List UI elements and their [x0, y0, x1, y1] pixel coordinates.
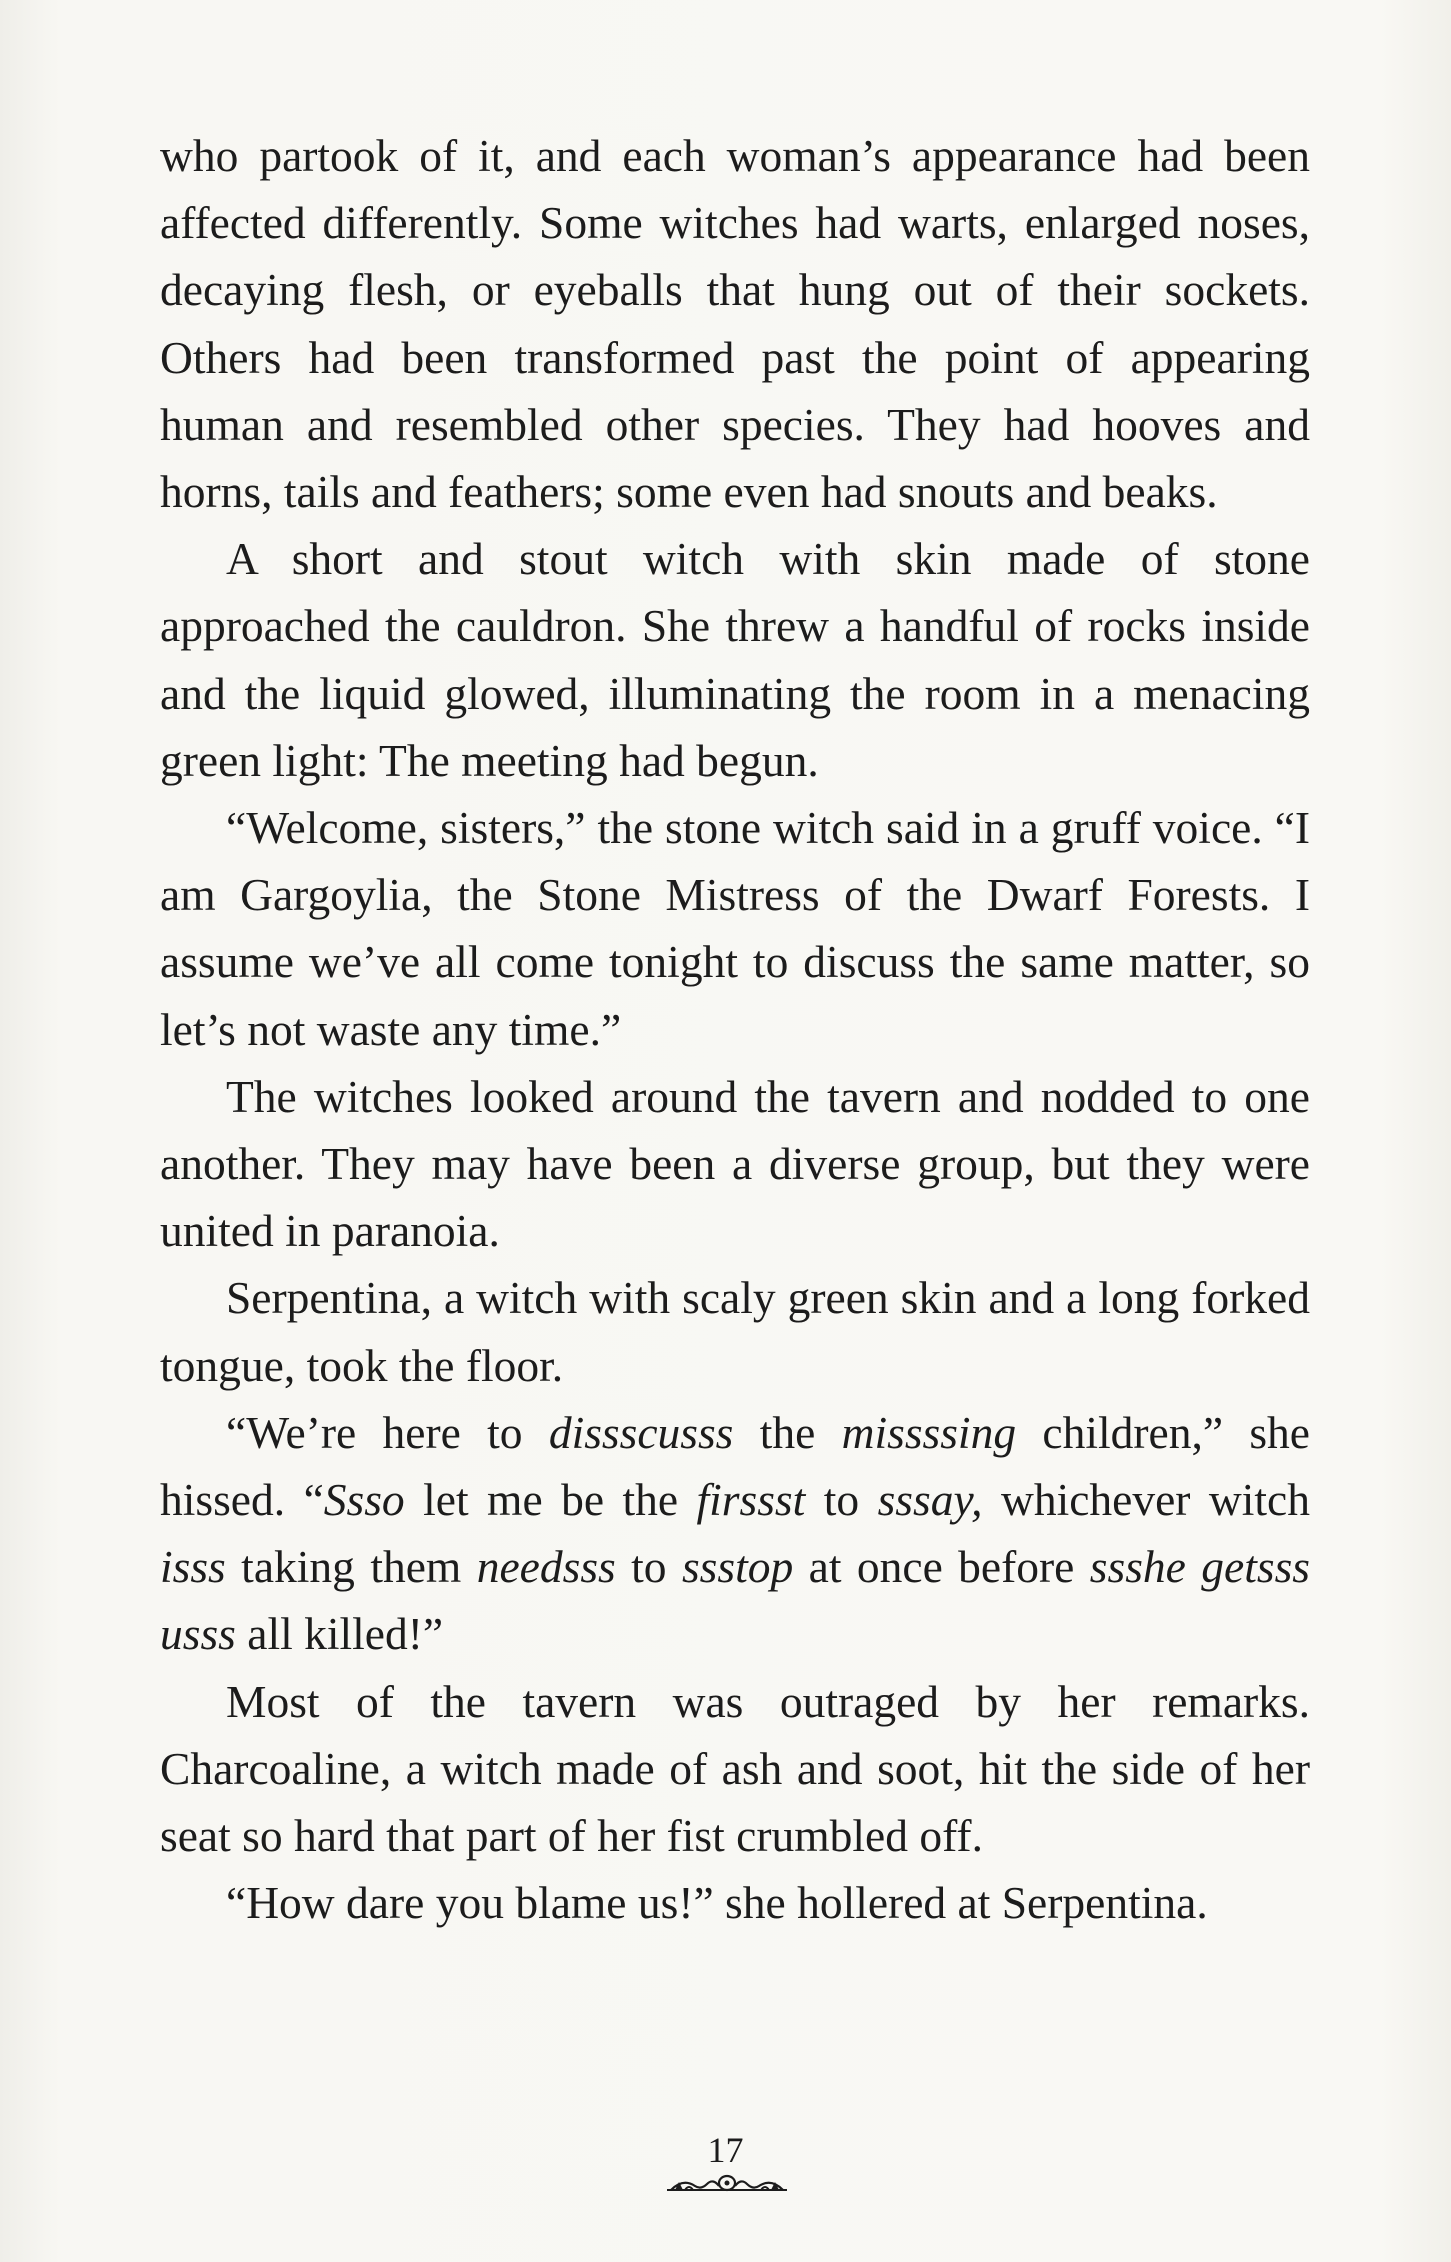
paragraph: [160, 122, 1310, 525]
italic-text-run: sssay,: [877, 1474, 983, 1526]
text-run: whichever witch: [982, 1474, 1310, 1526]
text-run: who partook of it, and each woman’s appearance had been affected differently. Some witches had warts, enlarged noses, decaying flesh, or eyeballs that hung out of their sockets. Others had been transformed past the point of appearing human and resembled other species. They had hooves and horns, tails and feathers; some even had snouts and beaks.: [160, 130, 1310, 518]
paragraph: [160, 1869, 1310, 1936]
italic-text-run: needsss: [476, 1541, 616, 1593]
text-run: the: [733, 1406, 842, 1458]
text-run: The witches looked around the tavern and nodded to one another. They may have been a diverse group, but they were united in paranoia.: [160, 1070, 1310, 1257]
paragraph: [160, 1399, 1310, 1668]
text-run: A short and stout witch with skin made of stone approached the cauldron. She threw a handful of rocks inside and the liquid glowed, illuminating the room in a menacing green light: The meeting had begun.: [160, 533, 1310, 786]
text-run: Serpentina, a witch with scaly green skin and a long forked tongue, took the floor.: [160, 1272, 1310, 1391]
text-run: “We’re here to: [226, 1406, 549, 1458]
text-run: to: [615, 1541, 682, 1593]
italic-text-run: ssstop: [681, 1541, 794, 1593]
text-run: children,” she hissed. “: [160, 1406, 1310, 1526]
text-run: at once before: [793, 1541, 1090, 1593]
text-run: to: [805, 1474, 878, 1526]
paragraph: [160, 1264, 1310, 1398]
text-run: taking them: [225, 1541, 477, 1593]
text-run: all killed!”: [235, 1608, 444, 1660]
paragraph: [160, 1668, 1310, 1870]
decorative-flourish-icon: [665, 2172, 789, 2194]
italic-text-run: isss: [160, 1541, 226, 1593]
italic-text-run: ssshe getsss usss: [160, 1541, 1310, 1660]
body-text: [160, 122, 1310, 1936]
text-run: let me be the: [404, 1474, 697, 1526]
italic-text-run: firssst: [696, 1474, 806, 1526]
page-number: 17: [707, 2130, 744, 2170]
paragraph: [160, 1063, 1310, 1265]
text-run: “How dare you blame us!” she hollered at Serpentina.: [226, 1877, 1208, 1929]
text-run: “Welcome, sisters,” the stone witch said in a gruff voice. “I am Gargoylia, the Stone Mistress of the Dwarf Forests. I assume we’ve all come tonight to discuss the same matter, so let’s not waste any time.”: [160, 802, 1310, 1055]
italic-text-run: dissscusss: [548, 1406, 734, 1458]
paragraph: [160, 525, 1310, 794]
text-run: Most of the tavern was outraged by her remarks. Charcoaline, a witch made of ash and soot, hit the side of her seat so hard that part of her fist crumbled off.: [160, 1675, 1310, 1862]
italic-text-run: Ssso: [323, 1474, 405, 1526]
italic-text-run: missssing: [841, 1406, 1017, 1458]
paragraph: [160, 794, 1310, 1063]
